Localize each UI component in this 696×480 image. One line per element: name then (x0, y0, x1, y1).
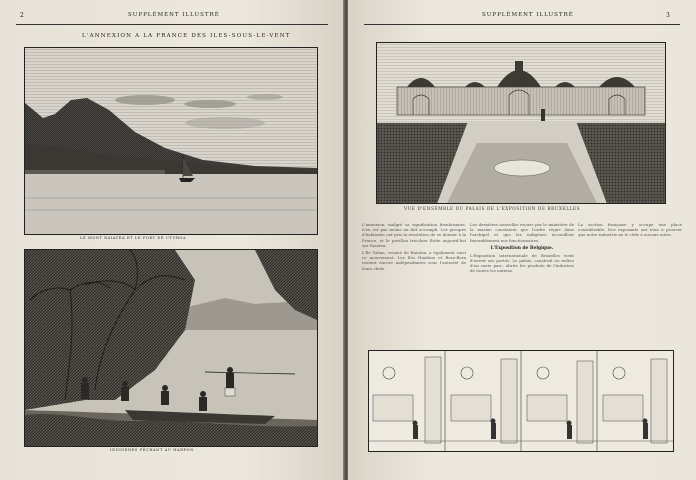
engraving-mountain-port (24, 47, 318, 235)
left-page (0, 0, 344, 480)
column-1-paragraph-2: L'île Tahaa, voisine de Raiatea, a également suivi ce mouvement. Les îles Huahine et Bora-Bora restent encore indépendantes sous l'autorité de leurs chefs. (362, 250, 466, 271)
engraving-fishermen (24, 249, 318, 447)
header-rule-right (364, 24, 680, 25)
engraving-comic-strip-art (369, 351, 673, 451)
column-2-paragraph: Les dernières nouvelles reçues par le ministère de la marine constatent que l'ordre règne dans l'archipel et que les indigènes accueillent favorablement nos fonctionnaires. (470, 222, 574, 243)
engraving-mountain-port-art (25, 48, 317, 234)
engraving-palace (376, 42, 666, 204)
caption-palace: VUE D'ENSEMBLE DU PALAIS DE L'EXPOSITION DE BRUXELLES (404, 206, 581, 211)
column-1-paragraph: L'annexion, malgré sa signification bienfaisante, n'en est pas moins un fait accompli. Les groupes d'habitants ont pris la résolution de se donner à la France, et le pavillon tricolore flotte aujourd'hui sur Raiatea. (362, 222, 466, 248)
right-page (348, 0, 696, 480)
caption-fishermen: INDIGÈNES PÊCHANT AU HARPON (110, 448, 194, 452)
engraving-palace-art (377, 43, 665, 203)
running-head-right: SUPPLÉMENT ILLUSTRÉ (482, 12, 574, 18)
page-number-right: 3 (666, 12, 670, 19)
page-number-left: 2 (20, 12, 24, 19)
article-title: L'ANNEXION A LA FRANCE DES ILES-SOUS-LE-VENT (82, 33, 291, 39)
column-heading: L'Exposition de Belgique. (490, 245, 554, 251)
caption-mountain-port: LE MONT RAIATEA ET LE PORT DE UTUROA (80, 236, 187, 240)
engraving-fishermen-art (25, 250, 317, 446)
column-2-paragraph-2: L'Exposition internationale de Bruxelles vient d'ouvrir ses portes. Le palais, construit au milieu d'un vaste parc, abrite les produits de l'industrie de toutes les nations. (470, 252, 574, 274)
running-head-left: SUPPLÉMENT ILLUSTRÉ (128, 12, 220, 18)
text-column-1 (362, 222, 466, 348)
column-3-paragraph: La section française y occupe une place considérable. Nos exposants ont tenu à prouver que notre industrie ne le cède à aucune autre. (578, 222, 682, 238)
text-column-3 (578, 222, 682, 348)
text-column-2 (470, 222, 574, 348)
engraving-comic-strip (368, 350, 674, 452)
header-rule-left (16, 24, 328, 25)
